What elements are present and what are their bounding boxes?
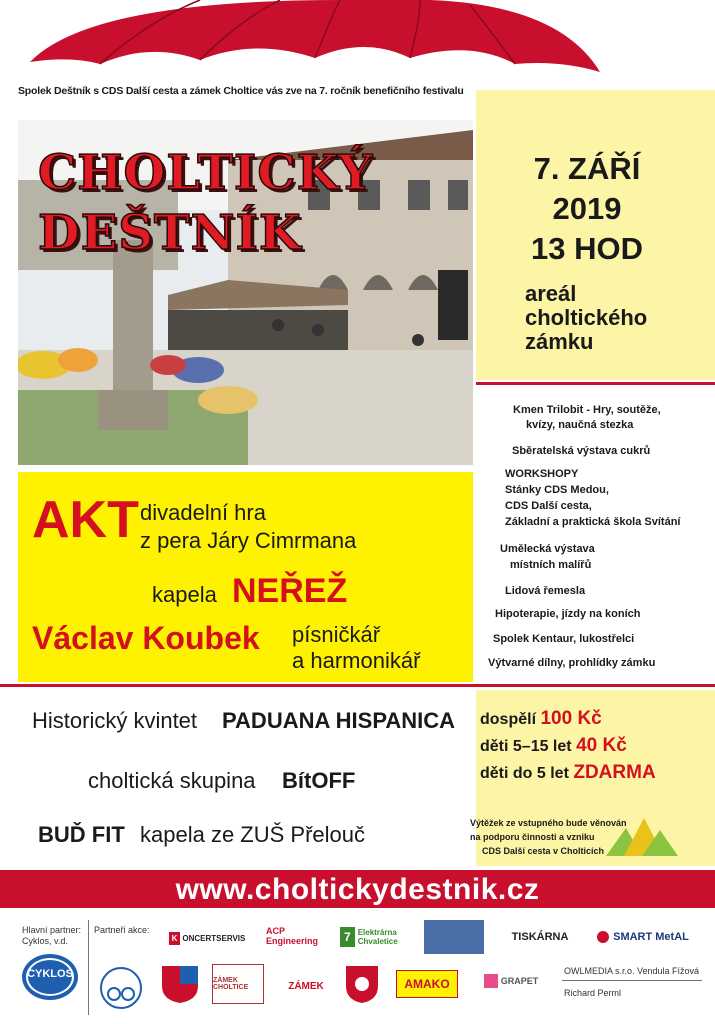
charity-text-3: CDS Další cesta v Cholticích [482, 846, 605, 856]
activity-item: Lidová řemesla [505, 585, 586, 597]
main-partner-label: Hlavní partner: [22, 925, 82, 935]
festival-title-line2: DEŠTNÍK [38, 205, 302, 261]
tiskarna-logo: TISKÁRNA [511, 931, 569, 943]
nerez-pre: kapela [152, 582, 217, 607]
price-adult: dospělí 100 Kč [480, 708, 602, 729]
charity-text-2: na podporu činnosti a vzniku [470, 832, 595, 842]
charity-text-1: Výtěžek ze vstupného bude věnován [470, 818, 627, 828]
main-partner-name: Cyklos, v.d. [22, 936, 68, 946]
partners-divider [88, 920, 89, 1015]
intro-text: Spolek Deštník s CDS Další cesta a zámek Choltice vás zve na 7. ročník benefičního festivalu [18, 85, 464, 97]
activity-item: Kmen Trilobit - Hry, soutěže, [513, 404, 661, 416]
activity-item: CDS Další cesta, [505, 500, 592, 512]
activity-item: kvízy, naučná stezka [526, 419, 634, 431]
koubek-desc-2: a harmonikář [292, 648, 421, 673]
event-day: 7. ZÁŘÍ [533, 151, 641, 186]
umbrella-graphic [0, 0, 715, 85]
amako-logo: AMAKO [396, 970, 458, 998]
budfit-band: BUĎ FIT [38, 822, 125, 847]
price-small-child: děti do 5 let ZDARMA [480, 762, 656, 783]
nerez-band: NEŘEŽ [232, 572, 348, 610]
budfit-desc: kapela ze ZUŠ Přelouč [140, 822, 365, 847]
zamek-logo: ZÁMEK [288, 980, 324, 992]
paduana-pre: Historický kvintet [32, 708, 198, 733]
activity-item: Umělecká výstava [500, 543, 595, 555]
divider-line [476, 382, 715, 385]
elektrarna-logo: 7 Elektrárna Chvaletice [340, 922, 410, 952]
event-time: 13 HOD [531, 231, 643, 266]
coat-of-arms-icon [160, 964, 200, 1004]
acp-logo: ACP Engineering [266, 926, 319, 946]
activity-item: Spolek Kentaur, lukostřelci [493, 633, 635, 645]
sponsor-divider [562, 980, 702, 981]
activity-item: místních malířů [510, 559, 592, 571]
activity-item: Sběratelská výstava cukrů [512, 445, 651, 457]
zamek-choltice-logo: ZÁMEK CHOLTICE [212, 964, 264, 1004]
festival-title-line1: CHOLTICKÝ [38, 145, 374, 201]
bitoff-band: BítOFF [282, 768, 356, 793]
shield-logo-icon [344, 964, 380, 1004]
event-year: 2019 [552, 191, 622, 226]
event-place-l2: choltického [525, 305, 648, 330]
event-place-l1: areál [525, 281, 577, 306]
cyklos-logo-text: CYKLOS [27, 968, 73, 980]
charity-logo-icon [606, 816, 678, 858]
price-child: děti 5–15 let 40 Kč [480, 735, 627, 756]
bitoff-pre: choltická skupina [88, 768, 256, 793]
koubek-name: Václav Koubek [32, 620, 260, 656]
partner-logo [96, 962, 146, 1010]
perml-text: Richard Perml [564, 988, 622, 998]
akt-desc-1: divadelní hra [140, 500, 266, 525]
activity-item: Základní a praktická škola Svítání [505, 516, 681, 528]
top-pale-band [476, 90, 715, 120]
divider-line [0, 684, 715, 687]
activity-item: Stánky CDS Medou, [505, 484, 609, 496]
smartmetal-logo: SMART MetAL [590, 926, 696, 948]
paduana-band: PADUANA HISPANICA [222, 708, 456, 733]
koubek-desc-1: písničkář [292, 622, 381, 647]
activity-item: Výtvarné dílny, prohlídky zámku [488, 657, 656, 669]
activity-item: WORKSHOPY [505, 468, 579, 480]
action-partners-label: Partneři akce: [94, 925, 150, 935]
koncertservis-logo: K ONCERTSERVIS [158, 924, 256, 952]
grapet-logo: GRAPET [476, 966, 546, 996]
activity-item: Hipoterapie, jízdy na koních [495, 608, 641, 620]
website-link[interactable]: www.choltickydestnik.cz [175, 873, 540, 906]
owlmedia-text: OWLMEDIA s.r.o. Vendula Fížová [564, 966, 700, 976]
akt-title: AKT [32, 491, 139, 549]
castle-logo [424, 920, 484, 954]
akt-desc-2: z pera Járy Cimrmana [140, 528, 357, 553]
event-place-l3: zámku [525, 329, 594, 354]
